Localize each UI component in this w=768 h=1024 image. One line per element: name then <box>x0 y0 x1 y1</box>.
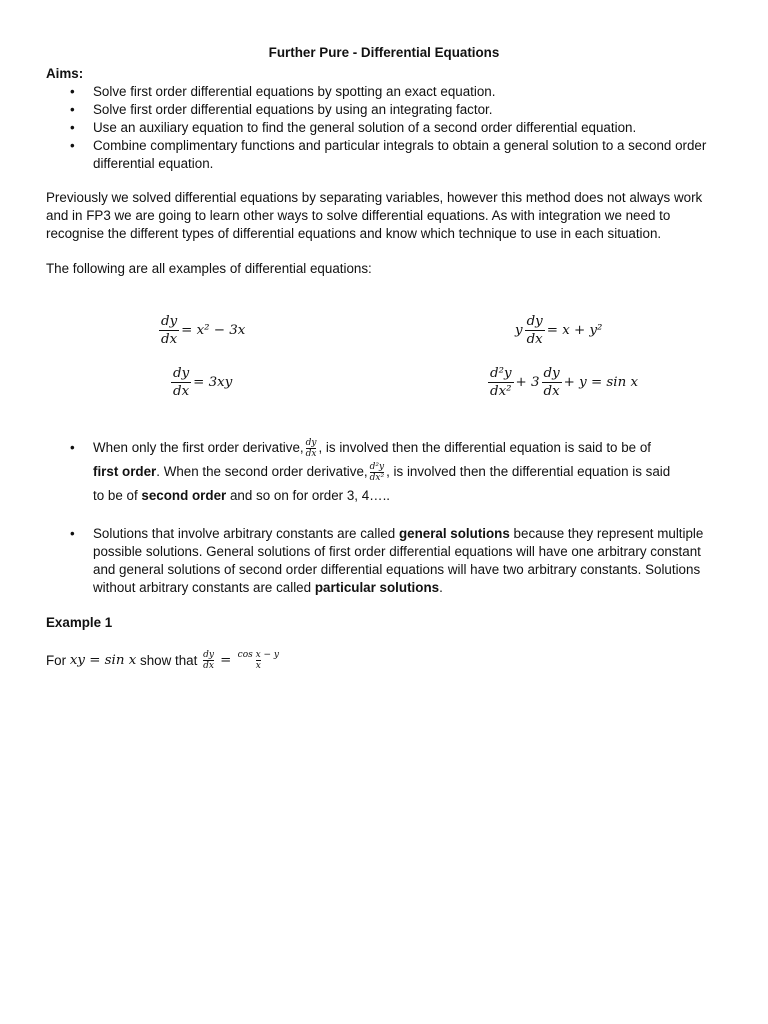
solutions-bullet: • Solutions that involve arbitrary constants are called general solutions because they represent multiple possible solutions. General solutions of first order differential equations will have one arbitrary constant and general solutions of second order differential equations will have two arbitrary constants. Solutions without arbitrary constants are called particular solutions. <box>70 526 704 595</box>
equation-1-rhs: = x² − 3x <box>181 322 246 338</box>
order-bullet: • When only the first order derivative, $\frac{dy}{dx}$ , is involved then the differential equation is said to be of first order. When the second order derivative, $\frac{\text{d²y}}{\text{dx²}}$ , is involved then the differential equation is said to be of second order and so on for order 3, 4….. <box>70 437 671 503</box>
equation-3-rhs: = 3xy <box>193 374 233 390</box>
aims-list <box>46 83 722 173</box>
equation-3: $\frac{dy}{dx}$ = 3xy <box>173 366 233 399</box>
examples-intro: The following are all examples of differential equations: <box>46 261 372 276</box>
equation-2: y $\frac{dy}{dx}$ = x + y² <box>515 314 603 347</box>
aims-label: Aims: <box>46 66 84 81</box>
list-item: • Solve first order differential equations by using an integrating factor. <box>70 102 493 117</box>
list-item: • Solve first order differential equations by spotting an exact equation. <box>70 84 496 99</box>
example-1-heading: Example 1 <box>46 615 113 630</box>
equation-4: $\frac{\text{d²y}}{\text{dx²}}$ + 3 $\frac{dy}{dx}$ + y = sin x <box>490 366 639 399</box>
list-item: • Use an auxiliary equation to find the general solution of a second order differential equation. <box>70 120 637 135</box>
equation-1: $\frac{dy}{dx}$ = x² − 3x <box>161 314 246 347</box>
equation-2-rhs: = x + y² <box>546 322 603 338</box>
intro-paragraph: Previously we solved differential equations by separating variables, however this method does not always work and in FP3 we are going to learn other ways to solve differential equations. As with integration we need to recognise the different types of differential equations and know which technique to use in each situation. <box>46 190 703 241</box>
page-title: Further Pure - Differential Equations <box>268 45 500 60</box>
example-1-statement: For xy = sin x show that $\frac{dy}{dx}$ = $\frac{\text{cos x − y}}{x}$ <box>46 650 280 671</box>
list-item: • Combine complimentary functions and particular integrals to obtain a general solution to a second order differential equation. <box>70 138 707 171</box>
equation-4-rhs: + y = sin x <box>563 374 639 390</box>
document-page <box>46 44 722 278</box>
